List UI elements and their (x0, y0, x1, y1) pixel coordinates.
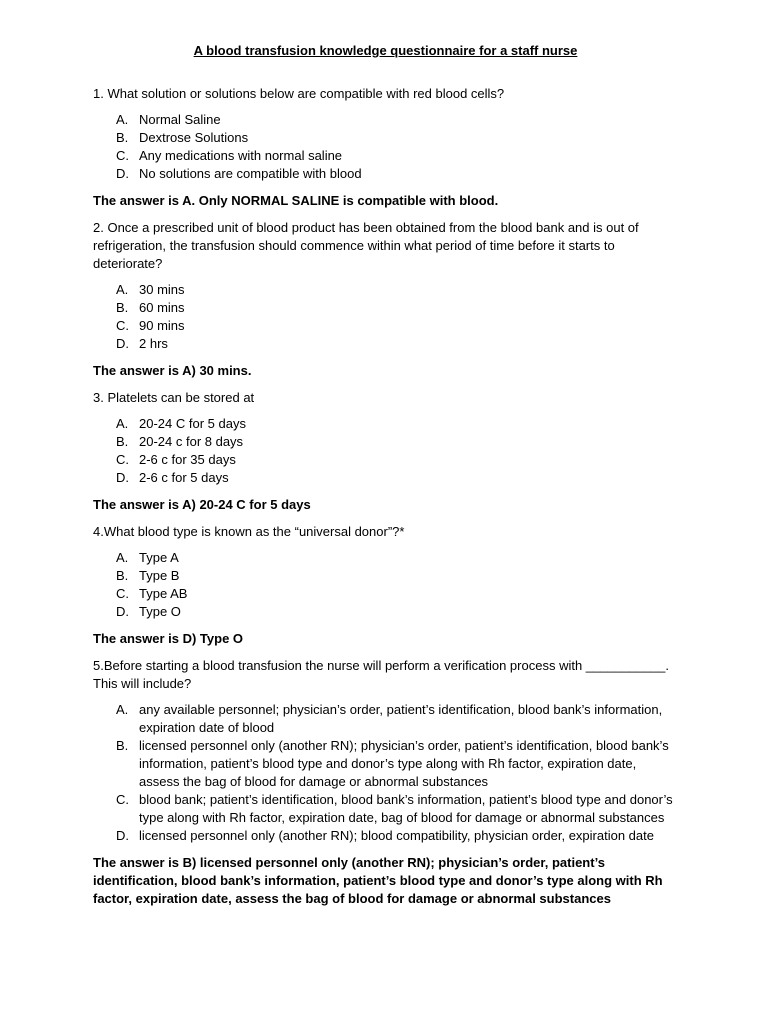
option-letter: C. (116, 586, 129, 601)
option-c (116, 147, 678, 165)
option-text: 20-24 c for 8 days (139, 434, 244, 449)
option-d (116, 469, 678, 487)
option-letter: B. (116, 738, 129, 753)
option-text: No solutions are compatible with blood (139, 166, 362, 181)
options-list (93, 701, 678, 845)
question-text: 5.Before starting a blood transfusion the nurse will perform a verification process with ___________. This will include? (93, 658, 669, 691)
question-text: 4.What blood type is known as the “universal donor”?* (93, 524, 405, 539)
answer-text: The answer is A) 20-24 C for 5 days (93, 497, 311, 512)
option-letter: D. (116, 166, 129, 181)
option-text: blood bank; patient’s identification, blood bank’s information, patient’s blood type and donor’s type along with Rh factor, expiration date, bag of blood for damage or abnormal substances (139, 792, 673, 825)
option-text: 2-6 c for 35 days (139, 452, 236, 467)
answer-text: The answer is A. Only NORMAL SALINE is compatible with blood. (93, 193, 499, 208)
option-letter: A. (116, 282, 129, 297)
option-letter: D. (116, 828, 129, 843)
question-text: 3. Platelets can be stored at (93, 390, 255, 405)
option-letter: A. (116, 702, 129, 717)
option-letter: A. (116, 416, 129, 431)
option-c (116, 451, 678, 469)
answer-text: The answer is B) licensed personnel only (another RN); physician’s order, patient’s identification, blood bank’s information, patient’s blood type and donor’s type along with Rh factor, expiration date, assess the bag of blood for damage or abnormal substances (93, 855, 663, 906)
option-text: Type B (139, 568, 180, 583)
answer-text: The answer is D) Type O (93, 631, 244, 646)
option-text: 60 mins (139, 300, 185, 315)
question-block-2 (93, 219, 678, 380)
option-d (116, 165, 678, 183)
option-text: Type A (139, 550, 179, 565)
question-block-3 (93, 389, 678, 514)
option-a (116, 701, 678, 737)
option-b (116, 737, 678, 791)
option-c (116, 317, 678, 335)
option-c (116, 585, 678, 603)
option-text: licensed personnel only (another RN); physician’s order, patient’s identification, blood bank’s information, patient’s blood type and donor’s type along with Rh factor, expiration date, assess the bag of blood for damage or abnormal substances (139, 738, 669, 789)
option-letter: A. (116, 112, 129, 127)
option-letter: D. (116, 604, 129, 619)
option-letter: D. (116, 470, 129, 485)
answer-text: The answer is A) 30 mins. (93, 363, 252, 378)
option-letter: D. (116, 336, 129, 351)
option-letter: B. (116, 568, 129, 583)
option-b (116, 129, 678, 147)
option-d (116, 335, 678, 353)
option-text: Type O (139, 604, 181, 619)
option-d (116, 827, 678, 845)
options-list (93, 111, 678, 183)
options-list (93, 281, 678, 353)
option-b (116, 299, 678, 317)
question-text: 1. What solution or solutions below are compatible with red blood cells? (93, 86, 505, 101)
option-letter: B. (116, 434, 129, 449)
option-letter: C. (116, 148, 129, 163)
option-c (116, 791, 678, 827)
option-text: 20-24 C for 5 days (139, 416, 246, 431)
option-text: Type AB (139, 586, 188, 601)
option-text: licensed personnel only (another RN); blood compatibility, physician order, expiration date (139, 828, 654, 843)
option-a (116, 415, 678, 433)
option-a (116, 549, 678, 567)
option-text: 30 mins (139, 282, 185, 297)
question-text: 2. Once a prescribed unit of blood product has been obtained from the blood bank and is out of refrigeration, the transfusion should commence within what period of time before it starts to deteriorate? (93, 220, 639, 271)
option-letter: B. (116, 300, 129, 315)
option-letter: C. (116, 318, 129, 333)
option-b (116, 567, 678, 585)
option-letter: C. (116, 452, 129, 467)
option-text: 90 mins (139, 318, 185, 333)
option-a (116, 281, 678, 299)
question-block-5 (93, 657, 678, 908)
option-letter: A. (116, 550, 129, 565)
option-text: 2-6 c for 5 days (139, 470, 229, 485)
option-text: Dextrose Solutions (139, 130, 249, 145)
options-list (93, 415, 678, 487)
question-block-4 (93, 523, 678, 648)
option-letter: B. (116, 130, 129, 145)
option-text: 2 hrs (139, 336, 168, 351)
option-text: Any medications with normal saline (139, 148, 343, 163)
options-list (93, 549, 678, 621)
option-b (116, 433, 678, 451)
document-title: A blood transfusion knowledge questionnaire for a staff nurse (193, 43, 578, 58)
option-text: any available personnel; physician’s order, patient’s identification, blood bank’s information, expiration date of blood (139, 702, 663, 735)
option-a (116, 111, 678, 129)
option-letter: C. (116, 792, 129, 807)
option-d (116, 603, 678, 621)
question-block-1 (93, 85, 678, 210)
option-text: Normal Saline (139, 112, 221, 127)
